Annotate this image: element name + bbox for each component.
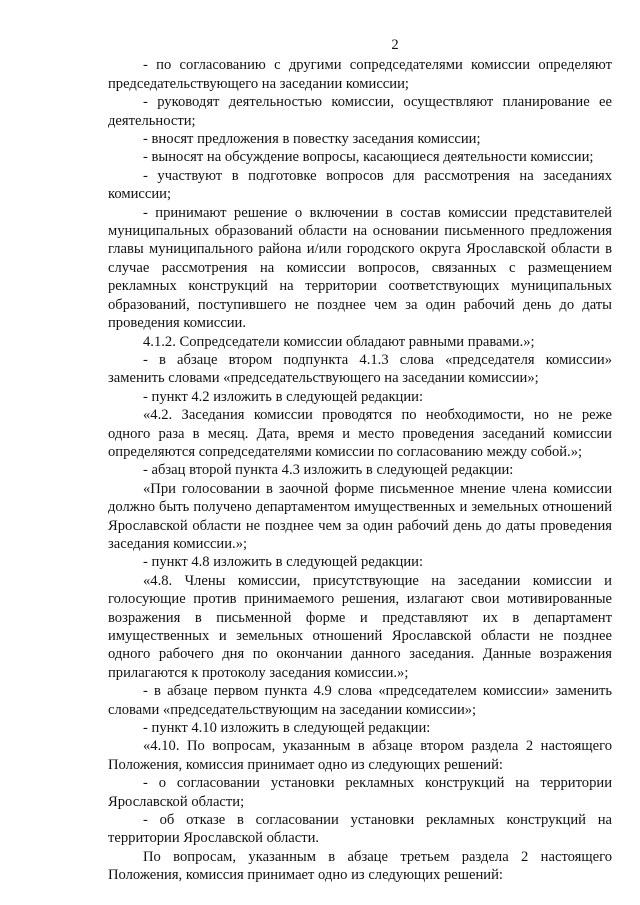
paragraph: - пункт 4.8 изложить в следующей редакции: — [143, 554, 424, 571]
paragraph: - выносят на обсуждение вопросы, касающиеся деятельности комиссии; — [143, 149, 594, 166]
paragraph: - руководят деятельностью комиссии, осуществляют планирование ее деятельности; — [108, 94, 612, 129]
paragraph: - об отказе в согласовании установки рекламных конструкций на территории Ярославской области. — [108, 812, 612, 847]
paragraph: - принимают решение о включении в состав комиссии представителей муниципальных образований области на основании письменного предложения главы муниципального района и/или городского округа Ярославской области в случае рассмотрения на комиссии вопросов, связанных с размещением рекламных конструкций на территории соответствующих муниципальных образований, поступившего не позднее чем за один рабочий день до даты проведения комиссии. — [108, 204, 612, 332]
document-body — [108, 56, 612, 884]
paragraph: По вопросам, указанным в абзаце третьем раздела 2 настоящего Положения, комиссия принимает одно из следующих решений: — [108, 848, 612, 884]
paragraph: «При голосовании в заочной форме письменное мнение члена комиссии должно быть получено департаментом имущественных и земельных отношений Ярославской области не позднее чем за один рабочий день до даты проведения заседания комиссии.»; — [108, 480, 612, 552]
page-number: 2 — [391, 37, 399, 53]
paragraph: - участвуют в подготовке вопросов для рассмотрения на заседаниях комиссии; — [108, 167, 612, 203]
paragraph: - пункт 4.10 изложить в следующей редакции: — [143, 720, 431, 737]
paragraph: - вносят предложения в повестку заседания комиссии; — [143, 131, 481, 148]
paragraph: - по согласованию с другими сопредседателями комиссии определяют председательствующего на заседании комиссии; — [108, 57, 612, 92]
paragraph: «4.2. Заседания комиссии проводятся по необходимости, но не реже одного раза в месяц. Дата, время и место проведения заседаний комиссии определяются сопредседателями комиссии по согласованию между собой.»; — [108, 407, 612, 460]
paragraph: - в абзаце первом пункта 4.9 слова «председателем комиссии» заменить словами «председательствующим на заседании комиссии»; — [108, 683, 612, 718]
paragraph: «4.10. По вопросам, указанным в абзаце втором раздела 2 настоящего Положения, комиссия принимает одно из следующих решений: — [108, 738, 612, 773]
paragraph: - о согласовании установки рекламных конструкций на территории Ярославской области; — [108, 775, 612, 810]
paragraph: - в абзаце втором подпункта 4.1.3 слова «председателя комиссии» заменить словами «председательствующего на заседании комиссии»; — [108, 351, 612, 387]
paragraph: - абзац второй пункта 4.3 изложить в следующей редакции: — [143, 462, 514, 479]
paragraph: «4.8. Члены комиссии, присутствующие на заседании комиссии и голосующие против принимаемого решения, излагают свои мотивированные возражения в письменной форме и представляют их в департамент имущественных и земельных отношений Ярославской области не позднее одного рабочего дня по окончании данного заседания. Данные возражения прилагаются к протоколу заседания комиссии.»; — [108, 572, 612, 681]
paragraph: - пункт 4.2 изложить в следующей редакции: — [143, 388, 424, 405]
paragraph: 4.1.2. Сопредседатели комиссии обладают равными правами.»; — [143, 333, 535, 350]
